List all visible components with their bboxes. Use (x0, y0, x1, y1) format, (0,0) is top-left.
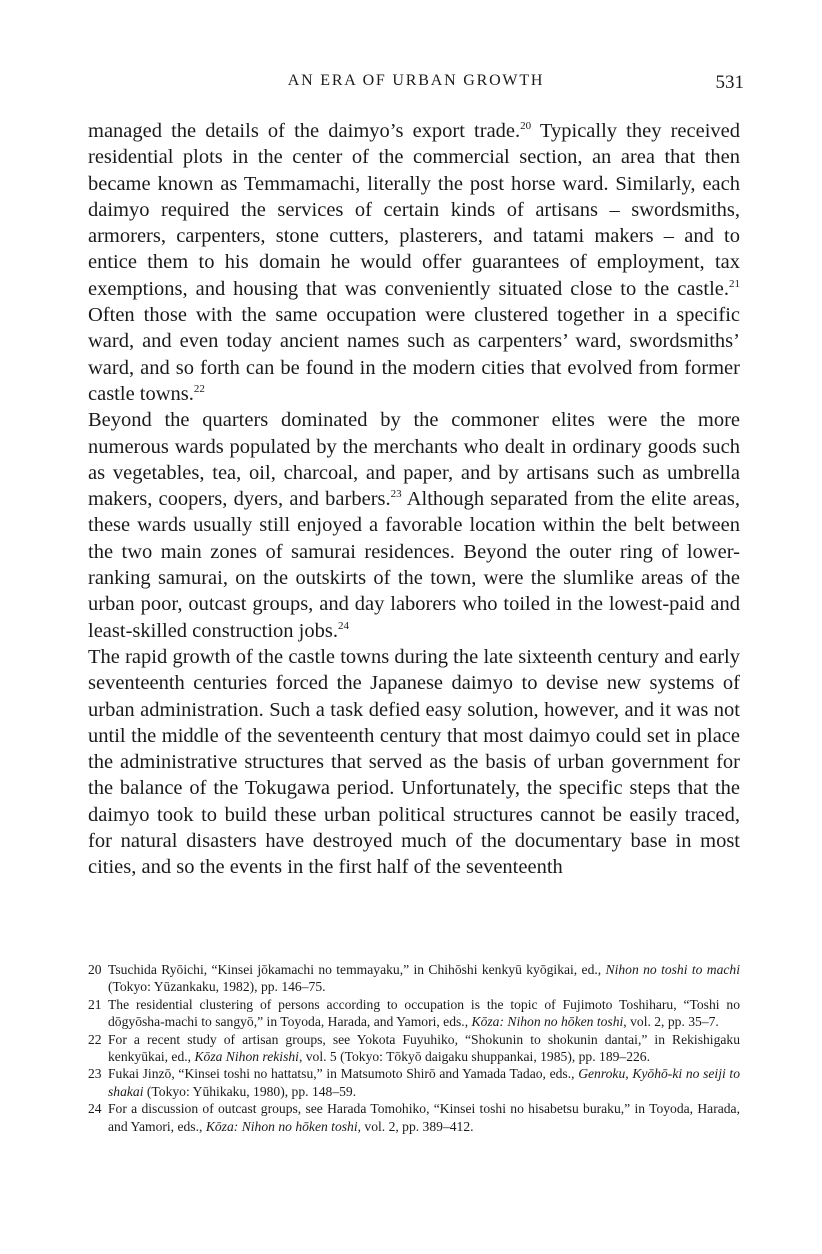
page-header (88, 70, 744, 100)
footnote-number: 24 (88, 1101, 102, 1117)
footnote-21 (88, 996, 740, 1031)
footnote-ref-22: 22 (193, 382, 205, 395)
paragraph-1 (88, 118, 740, 407)
running-head: AN ERA OF URBAN GROWTH (287, 72, 545, 89)
footnote-number: 23 (88, 1066, 102, 1082)
text-span: Although separated from the elite areas, these wards usually still enjoyed a favorable location within the belt between the two main zones of samurai residences. Beyond the outer ring of lower-ranking samurai, on the outskirts of the town, were the slumlike areas of the urban poor, outcast groups, and day laborers who toiled in the lowest-paid and least-skilled construction jobs. (88, 488, 740, 642)
footnote-text-part: Fukai Jinzō, “Kinsei toshi no hattatsu,” in Matsumoto Shirō and Yamada Tadao, eds., (108, 1066, 579, 1082)
paragraph-2 (88, 407, 740, 644)
footnote-text (108, 1031, 740, 1066)
text-span: Often those with the same occupation were clustered together in a specific ward, and even today ancient names such as carpenters’ ward, swordsmiths’ ward, and so forth can be found in the modern cities that evolved from former castle towns. (88, 304, 740, 405)
footnote-text (108, 996, 740, 1031)
footnote-title: Nihon no toshi to machi (605, 962, 741, 977)
text-span: managed the details of the daimyo’s export trade. (88, 120, 521, 142)
footnote-title: Kōza: Nihon no hōken toshi (471, 1014, 624, 1030)
footnote-24 (88, 1100, 740, 1135)
footnote-text-part: , vol. 2, pp. 389–412. (357, 1118, 474, 1134)
footnote-text (108, 1100, 740, 1135)
footnote-number: 21 (88, 996, 102, 1012)
footnote-text-part: , vol. 5 (Tokyo: Tōkyō daigaku shuppankai, 1985), pp. 189–226. (298, 1049, 651, 1065)
page-number: 531 (715, 72, 744, 93)
footnote-text-part: Tsuchida Ryōichi, “Kinsei jōkamachi no temmayaku,” in Chihōshi kenkyū kyōgikai, ed., (108, 962, 606, 977)
body-text (88, 118, 740, 881)
footnote-ref-21: 21 (729, 277, 740, 290)
footnote-23 (88, 1065, 740, 1100)
footnote-number: 20 (88, 962, 102, 977)
footnote-text-part: , vol. 2, pp. 35–7. (623, 1014, 719, 1030)
text-span: Beyond the quarters dominated by the commoner elites were the more numerous wards populated by the merchants who dealt in ordinary goods such as vegetables, tea, oil, charcoal, and paper, and by artisans such as umbrella makers, coopers, dyers, and barbers. (88, 409, 740, 511)
footnote-text-part: The residential clustering of persons according to occupation is the topic of Fujimoto Toshiharu, “Toshi no dōgyōsha-machi to sangyō,” in Toyoda, Harada, and Yamori, eds., (108, 996, 740, 1030)
footnote-title: Kōza Nihon rekishi (194, 1049, 299, 1065)
footnote-ref-24: 24 (337, 619, 349, 632)
footnotes (88, 961, 740, 1135)
footnote-text-part: For a discussion of outcast groups, see Harada Tomohiko, “Kinsei toshi no hisabetsu buraku,” in Toyoda, Harada, and Yamori, eds., (108, 1101, 740, 1134)
footnote-text (108, 961, 740, 996)
footnote-text (108, 1065, 740, 1100)
footnote-text-part: For a recent study of artisan groups, see Yokota Fuyuhiko, “Shokunin to shokunin dantai,” in Rekishigaku kenkyūkai, ed., (108, 1031, 740, 1065)
footnote-title: Genroku, Kyōhō-ki no seiji to shakai (108, 1066, 740, 1099)
footnote-text-part: (Tokyo: Yūhikaku, 1980), pp. 148–59. (143, 1083, 357, 1099)
footnote-20 (88, 961, 740, 996)
footnote-number: 22 (88, 1031, 102, 1047)
text-span: Typically they received residential plots in the center of the commercial section, an area that then became known as Temmamachi, literally the post horse ward. Similarly, each daimyo required the services of certain kinds of artisans – swordsmiths, armorers, carpenters, stone cutters, plasterers, and tatami makers – and to entice them to his domain he would offer guarantees of employment, tax exemptions, and housing that was conveniently situated close to the castle. (88, 120, 740, 300)
footnote-ref-20: 20 (520, 120, 532, 132)
footnote-22 (88, 1031, 740, 1066)
footnote-ref-23: 23 (390, 488, 402, 501)
footnote-text-part: (Tokyo: Yūzankaku, 1982), pp. 146–75. (108, 979, 326, 995)
footnote-title: Kōza: Nihon no hōken toshi (205, 1118, 358, 1134)
paragraph-3: The rapid growth of the castle towns during the late sixteenth century and early seventeenth centuries forced the Japanese daimyo to devise new systems of urban administration. Such a task defied easy solution, however, and it was not until the middle of the seventeenth century that most daimyo could set in place the administrative structures that served as the basis of urban government for the balance of the Tokugawa period. Unfortunately, the specific steps that the daimyo took to build these urban political structures cannot be easily traced, for natural disasters have destroyed much of the documentary base in most cities, and so the events in the first half of the seventeenth (88, 645, 740, 879)
